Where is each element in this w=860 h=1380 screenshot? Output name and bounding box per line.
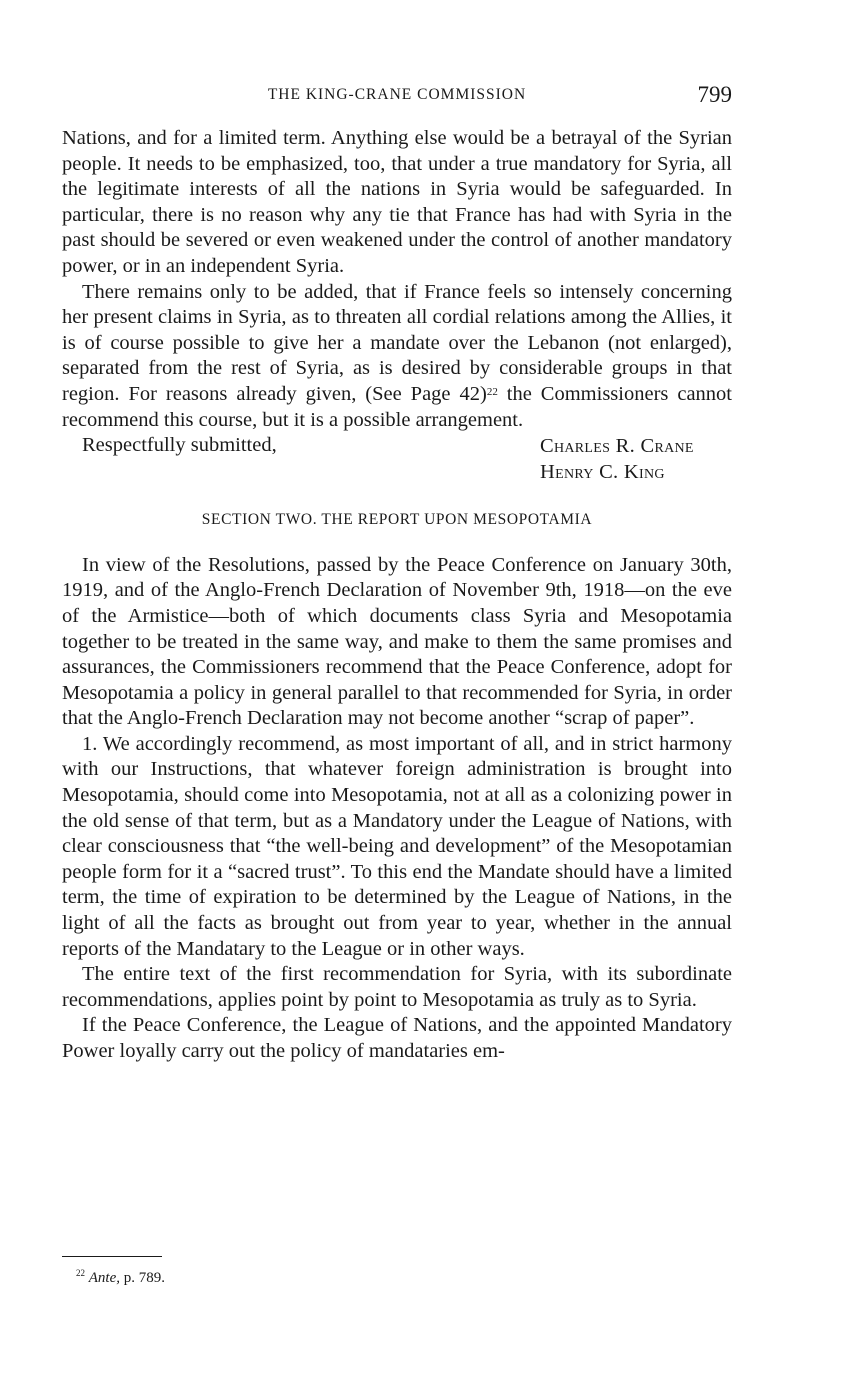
running-head: THE KING-CRANE COMMISSION <box>267 86 527 103</box>
footnote <box>76 1268 165 1287</box>
page-header <box>62 82 732 112</box>
paragraph-resolutions: In view of the Resolutions, passed by the Peace Conference on January 30th, 1919, and of the Anglo-French Declaration of November 9th, 1918—on the eve of the Armistice—both of which documents class Syria and Mesopotamia together to be treated in the same way, and make to them the same promises and assurances, the Commissioners recommend that the Peace Conference, adopt for Mesopotamia a policy in general parallel to that recommended for Syria, in order that the Anglo-French Declaration may not become another “scrap of paper”. <box>62 553 732 730</box>
footnote-marker: 22 <box>76 1268 85 1278</box>
signatory-crane: Charles R. Crane <box>540 435 694 458</box>
paragraph-france-lebanon <box>62 280 732 434</box>
footnote-ante: Ante, <box>88 1270 120 1286</box>
paragraph-syria-text: The entire text of the first recommendation for Syria, with its subordinate recommendations, applies point by point to Mesopotamia as truly as to Syria. <box>62 963 732 1011</box>
signoff-block <box>62 433 732 485</box>
paragraph-continuation: Nations, and for a limited term. Anything else would be a betrayal of the Syrian people. It needs to be emphasized, too, that under a true mandatory for Syria, all the legitimate interests of all the nations in Syria would be safeguarded. In particular, there is no reason why any tie that France has had with Syria in the past should be severed or even weakened under the control of another mandatory power, or in an independent Syria. <box>62 127 732 277</box>
paragraph-mandataries: If the Peace Conference, the League of Nations, and the appointed Mandatory Power loyally carry out the policy of mandataries em- <box>62 1014 732 1062</box>
footnote-reference: 22 <box>486 385 498 398</box>
page-number: 799 <box>697 82 732 107</box>
closing-text: Respectfully submitted, <box>82 434 277 457</box>
paragraph-text: the Commissioners cannot recommend this course, but it is a possible arrangement. <box>62 382 732 431</box>
signatures <box>540 433 694 485</box>
footnote-page: p. 789. <box>120 1270 165 1286</box>
section-title: SECTION TWO. THE REPORT UPON MESOPOTAMIA <box>201 511 593 529</box>
paragraph-text: There remains only to be added, that if France feels so intensely concerning her present claims in Syria, as to threaten all cordial relations among the Allies, it is of course possible to give her a mandate over the Lebanon (not enlarged), separated from the rest of Syria, as is desired by considerable groups in that region. For reasons already given, (See Page 42) <box>62 280 732 405</box>
paragraph-recommendation-1: 1. We accordingly recommend, as most important of all, and in strict harmony with our Instructions, that whatever foreign administration is brought into Mesopotamia, should come into Mesopotamia, not at all as a colonizing power in the old sense of that term, but as a Mandatory under the League of Nations, with clear consciousness that “the well-being and development” of the Mesopotamian people form for it a “sacred trust”. To this end the Mandate should have a limited term, the time of expiration to be determined by the League of Nations, in the light of all the facts as brought out from year to year, whether in the annual reports of the Mandatary to the League or in other ways. <box>62 732 732 960</box>
signatory-king: Henry C. King <box>540 461 665 484</box>
body-text <box>62 126 732 1065</box>
footnote-divider <box>62 1256 162 1257</box>
